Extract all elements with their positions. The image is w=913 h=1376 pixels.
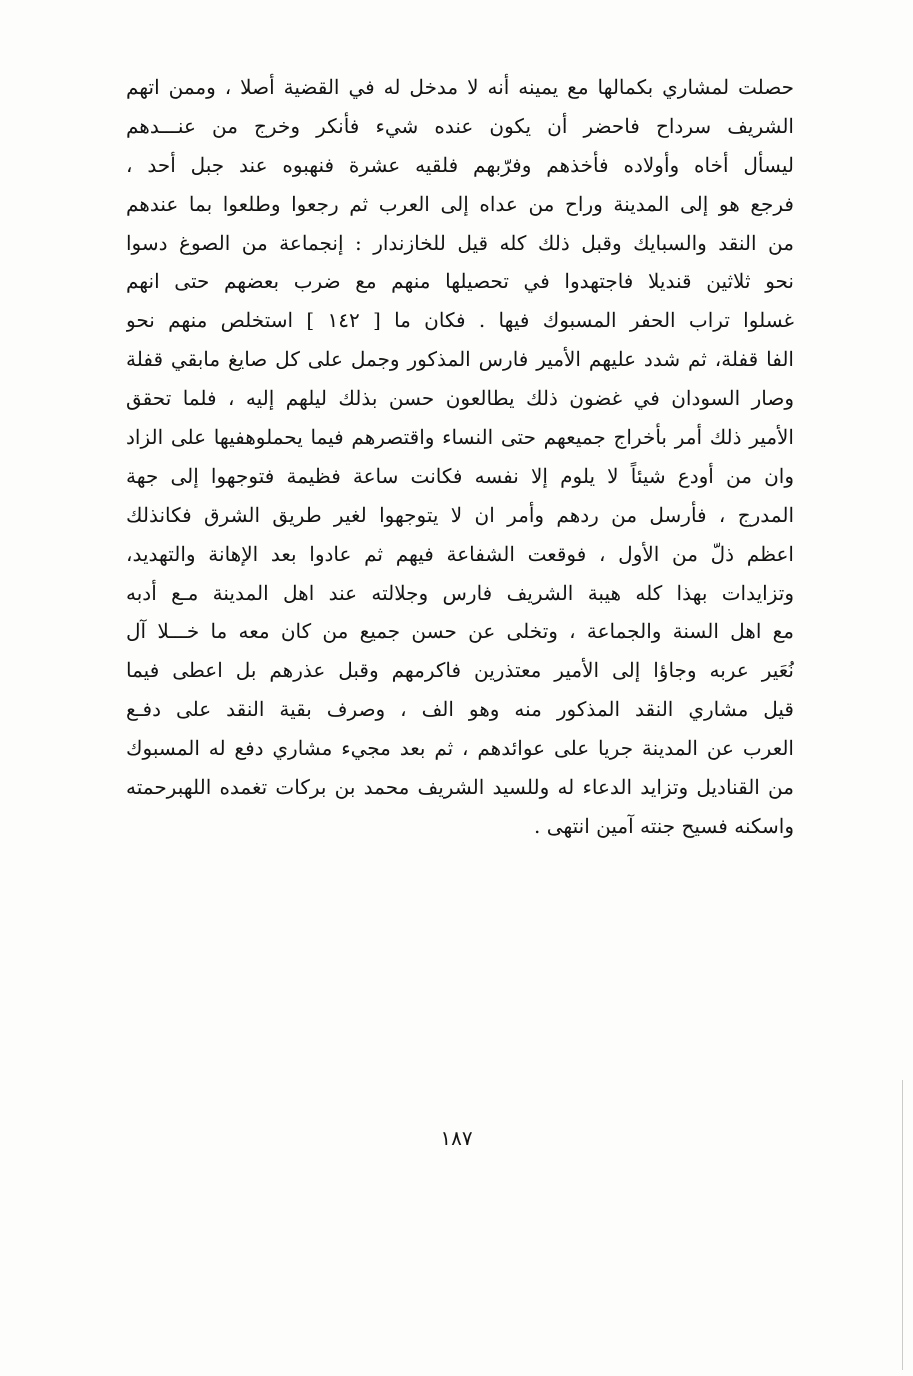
body-text <box>126 68 794 846</box>
text-line: مع اهل السنة والجماعة ، وتخلى عن حسن جميع من كان معه ما خـــلا آل <box>126 619 794 644</box>
text-line: الفا قفلة، ثم شدد عليهم الأمير فارس المذكور وجمل على كل صايغ مابقي قفلة <box>126 347 794 372</box>
text-line: نحو ثلاثين قنديلا فاجتهدوا في تحصيلها منهم مع ضرب بعضهم حتى انهم <box>126 269 794 294</box>
text-line: فرجع هو إلى المدينة وراح من عداه إلى العرب ثم رجعوا وطلعوا بما عندهم <box>126 191 794 216</box>
text-line: غسلوا تراب الحفر المسبوك فيها . فكان ما [ ١٤٢ ] استخلص منهم نحو <box>126 308 794 333</box>
page-number: ١٨٧ <box>440 1126 473 1150</box>
text-line: وان من أودع شيئاً لا يلوم إلا نفسه فكانت ساعة فظيمة فتوجهوا إلى جهة <box>126 463 794 488</box>
text-line: المدرج ، فأرسل من ردهم وأمر ان لا يتوجهوا لغير طريق الشرق فكانذلك <box>126 502 794 527</box>
text-line: من القناديل وتزايد الدعاء له وللسيد الشريف محمد بن بركات تغمده اللهبرحمته <box>126 775 794 800</box>
text-line: الشريف سرداح فاحضر أن يكون عنده شيء فأنكر وخرج من عنـــدهم <box>126 113 794 138</box>
text-line: اعظم ذلّ من الأول ، فوقعت الشفاعة فيهم ثم عادوا بعد الإهانة والتهديد، <box>126 541 794 566</box>
text-line: قيل مشاري النقد المذكور منه وهو الف ، وصرف بقية النقد على دفـع <box>126 697 794 722</box>
text-line: واسكنه فسيح جنته آمين انتهى . <box>534 813 794 838</box>
text-line: وصار السودان في غضون ذلك يطالعون حسن بذلك ليلهم إليه ، فلما تحقق <box>126 386 794 411</box>
text-line: العرب عن المدينة جريا على عوائدهم ، ثم بعد مجيء مشاري دفع له المسبوك <box>126 736 794 761</box>
text-line: نُعَير عربه وجاؤا إلى الأمير معتذرين فاكرمهم وقبل عذرهم بل اعطى فيما <box>126 658 794 683</box>
scan-edge-mark <box>902 1080 903 1370</box>
text-line: وتزايدات بهذا كله هيبة الشريف فارس وجلالته عند اهل المدينة مـع أدبه <box>126 580 794 605</box>
text-line: حصلت لمشاري بكمالها مع يمينه أنه لا مدخل له في القضية أصلا ، وممن اتهم <box>126 75 794 99</box>
text-line: الأمير ذلك أمر بأخراج جميعهم حتى النساء واقتصرهم فيما يحملوهفيها على الزاد <box>126 425 794 450</box>
text-line: من النقد والسبايك وقبل ذلك كله قيل للخازندار : إنجماعة من الصوغ دسوا <box>126 230 794 255</box>
text-line: ليسأل أخاه وأولاده فأخذهم وفرّبهم فلقيه عشرة فنهبوه عند جبل أحد ، <box>126 152 794 177</box>
